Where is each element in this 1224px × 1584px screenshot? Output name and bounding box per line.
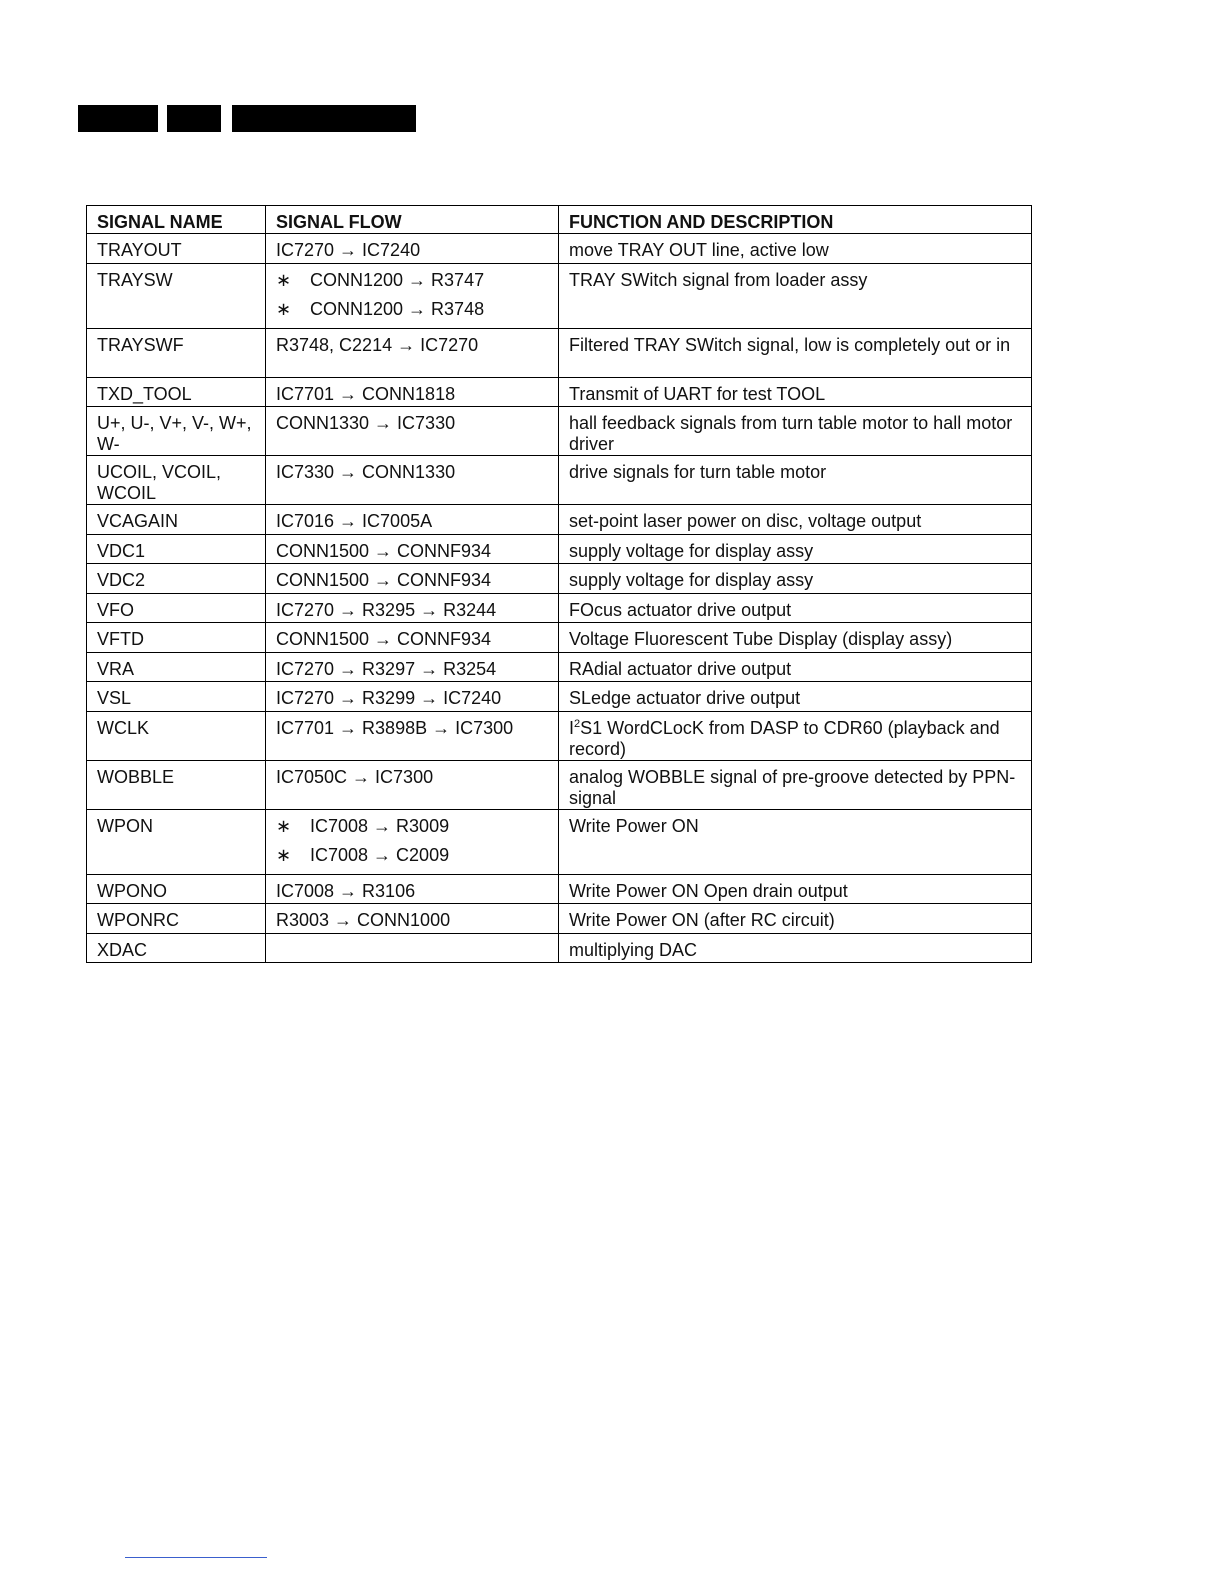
description-text: SLedge actuator drive output: [569, 688, 801, 708]
description-text: hall feedback signals from turn table motor to hall motor driver: [569, 413, 1013, 454]
signal-description-cell: [559, 809, 1032, 874]
signal-name-cell: TRAYSWF: [87, 328, 266, 377]
signal-flow-text: R3003 → CONN1000: [276, 910, 451, 930]
table-row: [87, 377, 1032, 407]
table-row: [87, 623, 1032, 653]
signal-flow-line: [276, 570, 548, 591]
signal-description-cell: [559, 505, 1032, 535]
signal-name-cell: WCLK: [87, 711, 266, 760]
footer-rule: [125, 1557, 267, 1558]
signal-flow-cell: [266, 534, 559, 564]
signal-flow-line: [276, 816, 548, 845]
signal-flow-text: IC7270 → R3297 → R3254: [276, 658, 497, 679]
signal-description-cell: [559, 874, 1032, 904]
signal-flow-cell: [266, 874, 559, 904]
signal-flow-cell: [266, 263, 559, 328]
signal-flow-text: CONN1500 → CONNF934: [276, 629, 492, 649]
description-text: set-point laser power on disc, voltage output: [569, 511, 922, 531]
signal-flow-text: IC7050C → IC7300: [276, 766, 434, 787]
signal-flow-line: [276, 881, 548, 902]
signal-name-cell: WPON: [87, 809, 266, 874]
signal-rows: [87, 234, 1032, 963]
table-row: [87, 456, 1032, 505]
description-text: drive signals for turn table motor: [569, 462, 827, 482]
signal-description-cell: [559, 904, 1032, 934]
signal-flow-text: IC7008 → C2009: [310, 844, 450, 865]
signal-description-cell: [559, 234, 1032, 264]
signal-flow-line: [276, 270, 548, 299]
signal-description-cell: [559, 407, 1032, 456]
signal-flow-cell: [266, 711, 559, 760]
table-row: [87, 933, 1032, 963]
column-header-signal-flow: SIGNAL FLOW: [266, 206, 559, 234]
signal-name-cell: VFO: [87, 593, 266, 623]
signal-flow-text: IC7016 → IC7005A: [276, 511, 433, 531]
description-text: Write Power ON Open drain output: [569, 880, 848, 901]
column-header-signal-name: SIGNAL NAME: [87, 206, 266, 234]
signal-flow-cell: [266, 593, 559, 623]
signal-flow-cell: [266, 623, 559, 653]
table-header-row: [87, 206, 1032, 234]
signal-flow-cell: [266, 377, 559, 407]
signal-description-cell: [559, 760, 1032, 809]
table-row: [87, 564, 1032, 594]
bullet-star-icon: ∗: [276, 298, 292, 319]
description-text: TRAY SWitch signal from loader assy: [569, 269, 868, 290]
bullet-star-icon: ∗: [276, 269, 292, 290]
column-header-function: FUNCTION AND DESCRIPTION: [559, 206, 1032, 234]
signal-flow-line: [276, 688, 548, 709]
description-text: Filtered TRAY SWitch signal, low is completely out or in: [569, 334, 1011, 355]
signal-name-cell: UCOIL, VCOIL, WCOIL: [87, 456, 266, 505]
bullet-star-icon: ∗: [276, 815, 292, 836]
table-row: [87, 682, 1032, 712]
signal-table: [86, 205, 1032, 963]
table-row: [87, 593, 1032, 623]
signal-flow-text: CONN1200 → R3747: [310, 269, 485, 290]
description-text: analog WOBBLE signal of pre-groove detected by PPN-signal: [569, 766, 1016, 808]
signal-flow-line: [276, 541, 548, 562]
signal-flow-line: [276, 600, 548, 621]
table-row: [87, 652, 1032, 682]
signal-flow-cell: [266, 234, 559, 264]
signal-flow-cell: [266, 505, 559, 535]
signal-name-cell: WPONRC: [87, 904, 266, 934]
signal-flow-text: IC7701 → CONN1818: [276, 383, 456, 404]
signal-flow-line: [276, 462, 548, 483]
description-prefix: I: [569, 717, 575, 738]
signal-description-cell: [559, 682, 1032, 712]
table-row: [87, 234, 1032, 264]
signal-flow-line: [276, 299, 548, 328]
signal-flow-cell: [266, 933, 559, 963]
signal-flow-line: [276, 335, 548, 356]
table-row: [87, 534, 1032, 564]
signal-flow-text: CONN1500 → CONNF934: [276, 570, 492, 590]
table-row: [87, 874, 1032, 904]
description-text: Write Power ON: [569, 815, 699, 836]
signal-flow-line: [276, 629, 548, 650]
signal-flow-text: IC7701 → R3898B → IC7300: [276, 717, 514, 738]
signal-name-cell: U+, U-, V+, V-, W+, W-: [87, 407, 266, 456]
signal-flow-line: [276, 240, 548, 261]
description-text: RAdial actuator drive output: [569, 658, 792, 679]
signal-name-cell: VSL: [87, 682, 266, 712]
signal-description-cell: [559, 456, 1032, 505]
signal-flow-cell: [266, 407, 559, 456]
bullet-star-icon: ∗: [276, 844, 292, 865]
signal-flow-text: IC7008 → R3106: [276, 880, 416, 901]
signal-name-cell: TXD_TOOL: [87, 377, 266, 407]
signal-flow-cell: [266, 904, 559, 934]
description-text: Write Power ON (after RC circuit): [569, 910, 835, 930]
description-text: Voltage Fluorescent Tube Display (display assy): [569, 629, 953, 649]
signal-flow-line: [276, 413, 548, 434]
signal-flow-text: IC7330 → CONN1330: [276, 462, 456, 482]
table-row: [87, 809, 1032, 874]
signal-name-cell: TRAYOUT: [87, 234, 266, 264]
signal-flow-cell: [266, 456, 559, 505]
signal-name-cell: VCAGAIN: [87, 505, 266, 535]
signal-flow-cell: [266, 328, 559, 377]
table-row: [87, 711, 1032, 760]
signal-name-cell: WOBBLE: [87, 760, 266, 809]
description-text: S1 WordCLocK from DASP to CDR60 (playback and record): [569, 717, 1000, 759]
signal-description-cell: [559, 652, 1032, 682]
header-bar-3: [232, 105, 416, 132]
description-text: Transmit of UART for test TOOL: [569, 383, 826, 404]
signal-flow-cell: [266, 564, 559, 594]
header-bar-2: [167, 105, 221, 132]
table-row: [87, 505, 1032, 535]
signal-description-cell: [559, 263, 1032, 328]
description-text: FOcus actuator drive output: [569, 599, 792, 620]
signal-name-cell: VDC1: [87, 534, 266, 564]
signal-flow-text: IC7008 → R3009: [310, 815, 450, 836]
signal-flow-line: [276, 659, 548, 680]
signal-description-cell: [559, 328, 1032, 377]
signal-description-cell: [559, 593, 1032, 623]
signal-flow-text: R3748, C2214 → IC7270: [276, 334, 479, 355]
description-text: multiplying DAC: [569, 939, 698, 960]
signal-flow-text: CONN1200 → R3748: [310, 298, 485, 319]
description-text: supply voltage for display assy: [569, 540, 814, 561]
signal-flow-cell: [266, 652, 559, 682]
signal-flow-cell: [266, 682, 559, 712]
signal-flow-line: [276, 718, 548, 739]
signal-name-cell: VDC2: [87, 564, 266, 594]
signal-name-cell: VRA: [87, 652, 266, 682]
description-superscript: 2: [574, 717, 581, 730]
description-text: supply voltage for display assy: [569, 570, 814, 590]
table-row: [87, 760, 1032, 809]
signal-name-cell: XDAC: [87, 933, 266, 963]
signal-flow-text: IC7270 → R3295 → R3244: [276, 599, 497, 620]
signal-flow-line: [276, 910, 548, 931]
signal-flow-text: IC7270 → IC7240: [276, 240, 421, 260]
table-row: [87, 263, 1032, 328]
description-text: move TRAY OUT line, active low: [569, 240, 829, 260]
signal-flow-text: CONN1500 → CONNF934: [276, 540, 492, 561]
table-row: [87, 407, 1032, 456]
signal-description-cell: [559, 534, 1032, 564]
signal-flow-cell: [266, 809, 559, 874]
table-row: [87, 328, 1032, 377]
signal-flow-line: [276, 767, 548, 788]
signal-description-cell: [559, 933, 1032, 963]
signal-name-cell: TRAYSW: [87, 263, 266, 328]
signal-description-cell: [559, 711, 1032, 760]
signal-flow-text: CONN1330 → IC7330: [276, 413, 456, 433]
signal-description-cell: [559, 564, 1032, 594]
signal-description-cell: [559, 377, 1032, 407]
signal-description-cell: [559, 623, 1032, 653]
signal-name-cell: WPONO: [87, 874, 266, 904]
signal-flow-line: [276, 845, 548, 874]
header-bar-1: [78, 105, 158, 132]
signal-flow-cell: [266, 760, 559, 809]
signal-flow-line: [276, 511, 548, 532]
signal-flow-text: IC7270 → R3299 → IC7240: [276, 688, 502, 708]
signal-name-cell: VFTD: [87, 623, 266, 653]
signal-flow-line: [276, 384, 548, 405]
table-row: [87, 904, 1032, 934]
